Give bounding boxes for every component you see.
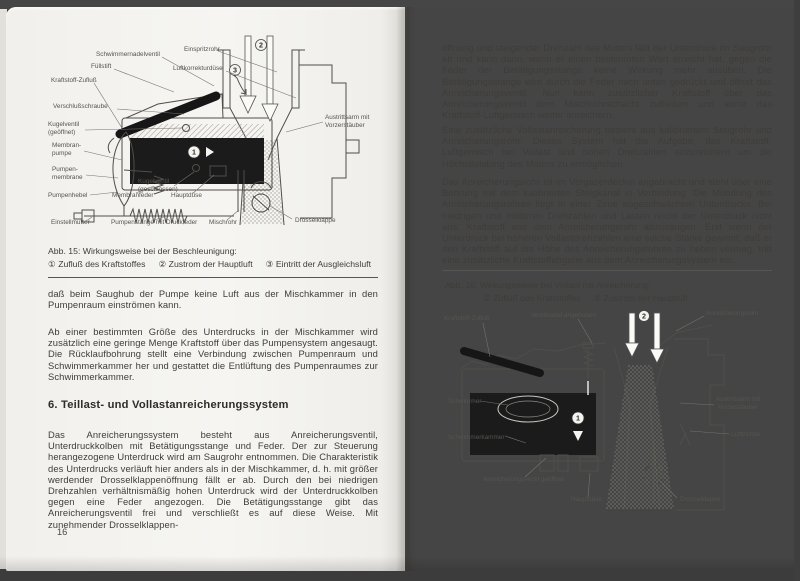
abb15-item-1: ① Zufluß des Kraftstoffes: [48, 259, 146, 269]
page-number-left: 16: [57, 527, 68, 537]
label-membranpumpe2: pumpe: [52, 150, 72, 157]
paragraph: öffnung und steigender Drehzahl des Motors fällt der Unterdruck im Saugrohr ab und kann dann, wenn er einen bestimmten Wert erreicht hat, gegen die Feder der Betätigungsstange keine Wirkung mehr ausüben. Die Betätigungsstange wird durch die Feder nach unten gedrückt und öffnet das Anreicherungsventil. Nun kann zusätzlicher Kraftstoff über das Anreicherungsventil dem Mischrohrschacht zufließen und somit das Kraftstoff-Luftgemisch weiter anreichern.: [442, 42, 772, 121]
label-pumpenmembrane2: membrane: [52, 174, 83, 181]
label-schwimmer: Schwimmer: [448, 398, 482, 405]
figure-abb15: [34, 20, 396, 246]
paragraph: Ab einer bestimmten Größe des Unterdrucks in der Mischkammer wird zusätzlich eine geringe Menge Kraftstoff über das Pumpensystem angesaugt. Die Rücklaufbohrung stellt eine Verbindung zwischen Pumpenraum und Schwimmerkammer her und gestattet die Entlüftung des Pumpenraumes zur Schwimmerkammer.: [48, 326, 378, 382]
air-horn-left-wall: [223, 50, 230, 108]
label-anreicherungsrohr: Anreicherungsrohr: [706, 310, 759, 317]
abb15-caption-items: [48, 259, 384, 270]
book-gutter-shadow: [396, 7, 418, 571]
caption-divider-left: [48, 277, 378, 278]
abb16-item-2: ② Zustrom der Hauptluft: [593, 293, 688, 303]
label-austrittsarm1: Austrittsarm mit: [716, 396, 761, 403]
abb15-item-3: ③ Eintritt der Ausgleichsluft: [265, 259, 371, 269]
scan-background-top: [0, 0, 800, 7]
label-luftkorrekturduese: Luftkorrekturdüse: [173, 65, 223, 72]
label-pumpenstange: Pumpenstange mit Druckfeder: [111, 219, 198, 226]
abb15-caption-title: Abb. 15: Wirkungsweise bei der Beschleunigung:: [48, 246, 237, 256]
enrichment-valve: [540, 455, 554, 471]
label-schwimmernadelventil: Schwimmernadelventil: [96, 51, 160, 58]
scan-background-bottom: [0, 571, 800, 581]
label-membranpumpe1: Membran-: [52, 142, 82, 149]
page-bottom-shadow: [0, 556, 800, 571]
marker-3: 3: [233, 65, 237, 75]
enrichment-valve-body: [558, 455, 568, 471]
marker-2: 2: [642, 311, 646, 321]
paragraph: daß beim Saughub der Pumpe keine Luft aus der Mischkammer in den Pumpenraum einströmen kann.: [48, 288, 378, 311]
paragraph: Eine zusätzliche Vollastanreicherung besteht aus kalibriertem Steigrohr und Anreicherungsrohr. Dieses System hat die Aufgabe, das Kraftstoff-Luftgemisch bei Vollast und hohen Drehzahlen anzureichern um die Höchstleistung des Motors zu ermöglichen.: [442, 124, 772, 169]
body-right: [299, 65, 346, 218]
label-anreicherungsventil: Anreicherungsventil geöffnet: [483, 476, 564, 483]
label-kugelventil-geschlossen2: (geschlossen): [138, 186, 178, 193]
label-membranfeder: Membranfeder: [112, 192, 154, 199]
marker-2: 2: [259, 40, 263, 50]
label-kugelventil-geschlossen1: Kugelventil: [138, 178, 170, 185]
label-austrittsarm2: Vorzerstäuber: [718, 404, 758, 411]
label-drosselklappe: Drosselklappe: [680, 496, 721, 503]
main-jet: [580, 457, 598, 471]
label-austrittsarm2: Vorzerstäuber: [325, 122, 365, 129]
mixture-spray-region: [606, 365, 674, 509]
label-hauptduese: Hauptdüse: [571, 496, 602, 503]
label-ventilnadel: Ventilnadel angehoben: [531, 312, 597, 319]
label-kugelventil-offen: Kugelventil: [48, 121, 80, 128]
section-heading: 6. Teillast- und Vollastanreicherungssystem: [48, 399, 289, 411]
label-kraftstoff-zufluss: Kraftstoff-Zufluß: [444, 315, 490, 322]
marker-1: 1: [576, 413, 580, 423]
label-einspritzrohr: Einspritzrohr: [184, 46, 220, 53]
label-schwimmerkammer: Schwimmerkammer: [448, 434, 505, 441]
figure-abb16: [428, 305, 794, 520]
label-austrittsarm1: Austrittsarm mit: [325, 114, 370, 121]
air-horn-right-wall: [292, 50, 299, 108]
label-lufttrichter: Lufttrichter: [731, 431, 762, 438]
label-hauptduese: Hauptdüse: [171, 192, 202, 199]
abb16-caption-items: [483, 293, 701, 304]
marker-1: 1: [192, 147, 196, 157]
label-einstellmutter: Einstellmutter: [51, 219, 90, 226]
enrichment-tube: [658, 325, 712, 347]
label-fuellstift: Füllstift: [91, 63, 112, 70]
air-funnel: [680, 423, 690, 445]
label-kugelventil-offen2: (geöffnet): [48, 129, 76, 136]
paragraph: Das Anreicherungsrohr ist im Vergaserdeckel angebracht und steht über eine Bohrung mit dem kalibrierten Steigkanal in Verbindung. Die Mündung des Anreicherungsrohres liegt in einer Zone abgeschwächten Unterdrucks. Bei niedrigen und mittleren Drehzahlen und Lasten reicht der Unterdruck nicht aus, Kraftstoff aus dem Anreicherungsrohr abzusaugen. Erst wenn der Unterdruck bei höheren Vollastdrehzahlen eine solche Stärke gewinnt, daß er den Kraftstoff auf die Höhe des Anreicherungsrohres zu heben vermag, tritt eine zusätzliche Kraftstoffabgabe aus dem Anreicherungssystem ein.: [442, 176, 772, 266]
abb16-caption-title: Abb. 16: Wirkungsweise bei Vollast mit Anreicherung:: [445, 280, 651, 290]
lever-motion-arrow-icon: [108, 138, 114, 153]
scan-background-right: [794, 0, 800, 581]
label-pumpenhebel: Pumpenhebel: [48, 192, 88, 199]
label-pumpenmembrane1: Pumpen-: [52, 166, 78, 173]
abb16-item-1: ① Zufluß des Kraftstoffes: [483, 293, 581, 303]
body-stub: [346, 140, 359, 153]
label-drosselklappe: Drosselklappe: [295, 217, 336, 224]
body-right: [674, 339, 724, 510]
label-mischrohr: Mischrohr: [209, 219, 238, 226]
abb15-item-2: ② Zustrom der Hauptluft: [158, 259, 253, 269]
page-number-right: 17: [748, 517, 759, 527]
paragraph: Das Anreicherungssystem besteht aus Anreicherungsventil, Unterdruckkolben mit Betätigungsstange und Feder. Der zur Steuerung herangezogene Unterdruck wird am Saugrohr entnommen. Die Charakteristik des Unterdrucks verläuft hier anders als in der Mischkammer, d. h. mit größer werdender Drosselklappenöffnung fällt er ab. Durch den bei niedrigen Drehzahlen verhältnismäßig hohen Unterdruck wird der Unterdruckkolben gegen eine Feder angezogen. Die Betätigungsstange gibt das Anreicherungsventil frei und verschließt es auf diese Weise. Mit zunehmender Drosselklappen-: [48, 429, 378, 530]
label-verschlussschraube: Verschlußschraube: [53, 103, 108, 110]
label-kraftstoff-zufluss: Kraftstoff-Zufluß: [51, 77, 97, 84]
caption-divider-right: [442, 270, 772, 271]
